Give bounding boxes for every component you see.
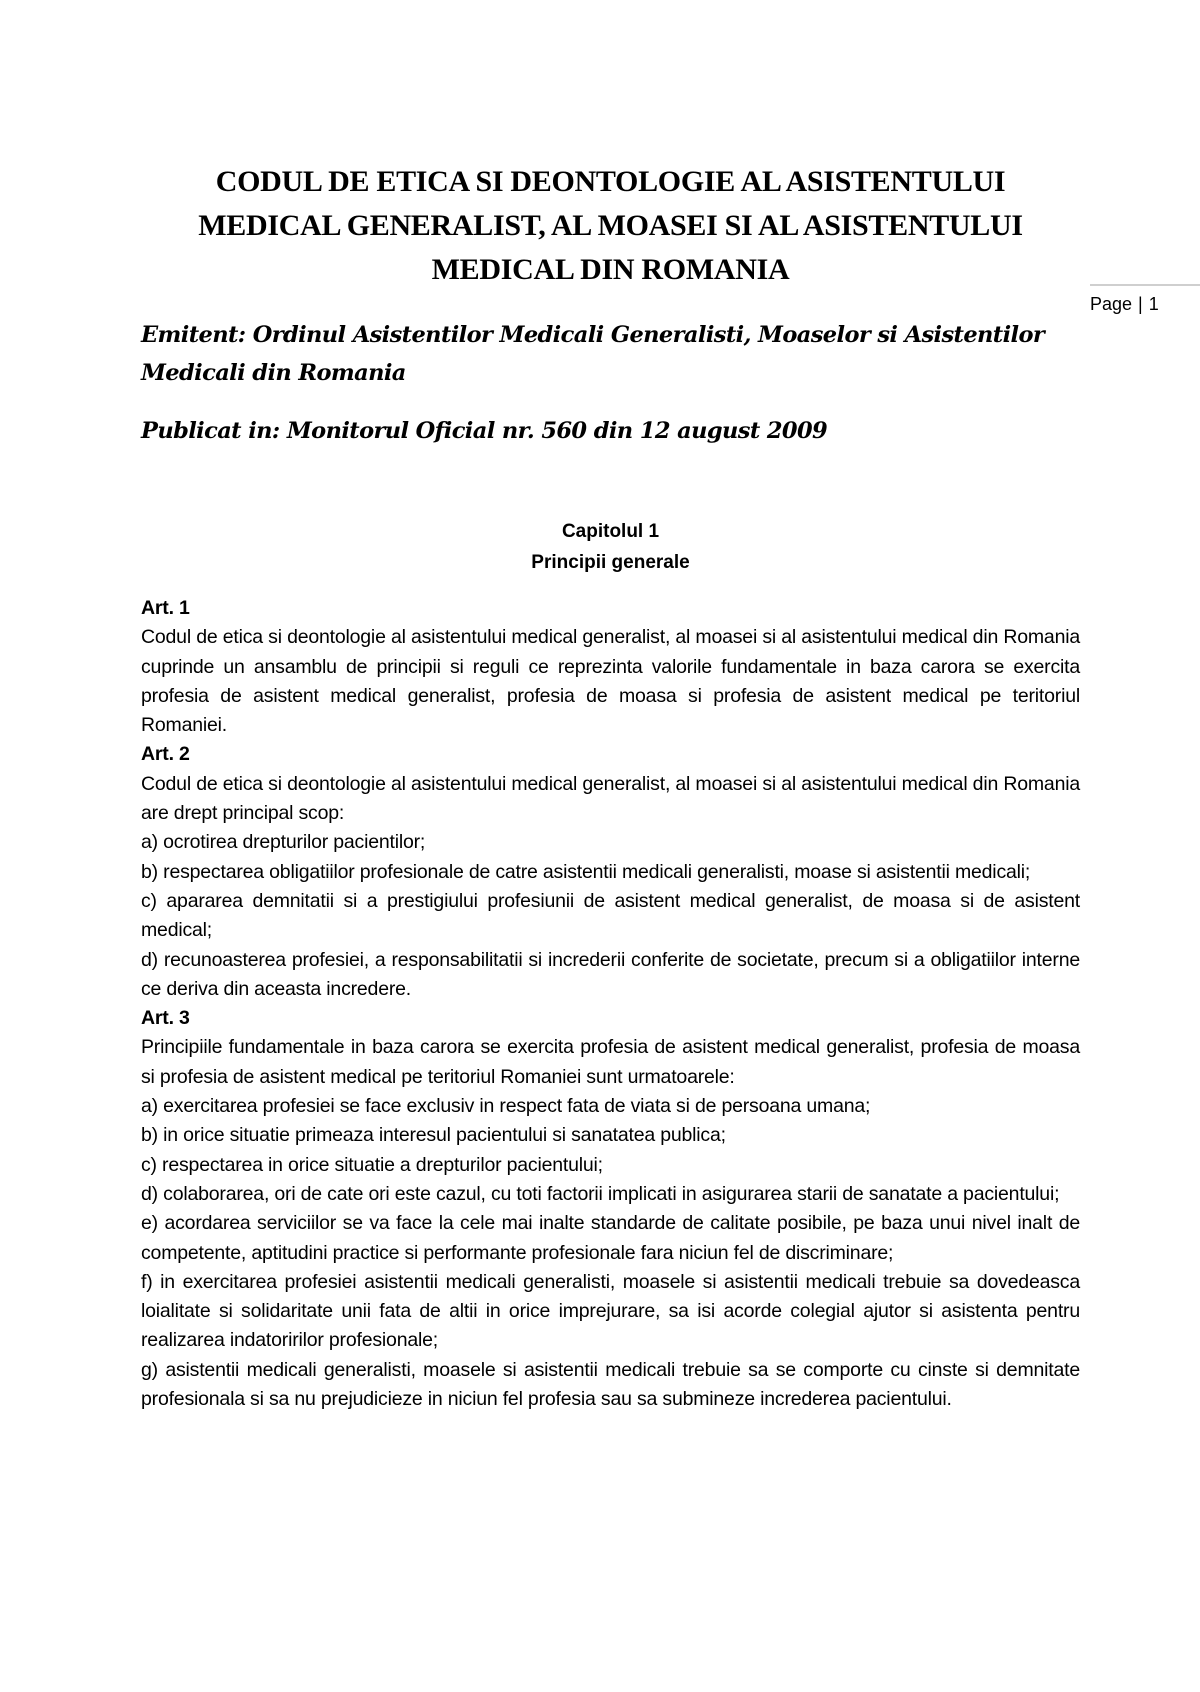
article-paragraph: Principiile fundamentale in baza carora se exercita profesia de asistent medical generalist, profesia de moasa si profesia de asistent medical pe teritoriul Romaniei sunt urmatoarele: bbox=[141, 1036, 1080, 1088]
article-paragraph: b) in orice situatie primeaza interesul pacientului si sanatatea publica; bbox=[141, 1124, 726, 1147]
article-paragraph: e) acordarea serviciilor se va face la cele mai inalte standarde de calitate posibile, pe baza unui nivel inalt de competente, aptitudini practice si performante profesionale fara niciun fel de discriminare; bbox=[141, 1212, 1080, 1264]
article-paragraph: Codul de etica si deontologie al asistentului medical generalist, al moasei si al asistentului medical din Romania cuprinde un ansamblu de principii si reguli ce reprezinta valorile fundamentale in baza carora se exercita profesia de asistent medical generalist, profesia de moasa si profesia de asistent medical pe teritoriul Romaniei. bbox=[141, 626, 1080, 737]
article-paragraph: d) recunoasterea profesiei, a responsabilitatii si increderii conferite de societate, precum si a obligatiilor interne ce deriva din aceasta incredere. bbox=[141, 948, 1080, 1000]
page-label: Page bbox=[1090, 294, 1133, 314]
article-3 bbox=[141, 1004, 1080, 1414]
article-heading: Art. 1 bbox=[141, 597, 190, 619]
article-2 bbox=[141, 740, 1080, 1004]
chapter-name: Principii generale bbox=[531, 552, 690, 573]
article-paragraph: Codul de etica si deontologie al asistentului medical generalist, al moasei si al asistentului medical din Romania are drept principal scop: bbox=[141, 772, 1080, 825]
page-number-value: 1 bbox=[1148, 294, 1159, 314]
article-paragraph: g) asistentii medicali generalisti, moasele si asistentii medicali trebuie sa se comporte cu cinste si demnitate profesionala si sa nu prejudicieze in niciun fel profesia sau sa submineze increderea pacientului. bbox=[141, 1358, 1080, 1411]
article-paragraph: f) in exercitarea profesiei asistentii medicali generalisti, moasele si asistentii medicali trebuie sa dovedeasca loialitate si solidaritate unii fata de altii in orice imprejurare, sa isi acorde colegial ajutor si asistenta pentru realizarea indatoririlor profesionale; bbox=[141, 1270, 1080, 1352]
article-1 bbox=[141, 594, 1080, 740]
article-paragraph: a) ocrotirea drepturilor pacientilor; bbox=[141, 831, 426, 854]
article-paragraph: c) apararea demnitatii si a prestigiului profesiunii de asistent medical generalist, de moasa si de asistent medical; bbox=[141, 889, 1080, 942]
publicat-line: Publicat in: Monitorul Oficial nr. 560 din 12 august 2009 bbox=[141, 418, 828, 444]
emitent-line: Emitent: Ordinul Asistentilor Medicali Generalisti, Moaselor si Asistentilor Medicali din Romania bbox=[141, 322, 1045, 386]
article-heading: Art. 3 bbox=[141, 1007, 190, 1030]
page-number bbox=[1090, 284, 1200, 315]
articles-list bbox=[141, 594, 1080, 1414]
article-paragraph: b) respectarea obligatiilor profesionale de catre asistentii medicali generalisti, moase si asistentii medicali; bbox=[141, 860, 1031, 883]
document-body bbox=[141, 160, 1080, 1414]
article-paragraph: d) colaborarea, ori de cate ori este cazul, cu toti factorii implicati in asigurarea starii de sanatate a pacientului; bbox=[141, 1182, 1060, 1205]
chapter-heading bbox=[141, 516, 1080, 578]
article-paragraph: a) exercitarea profesiei se face exclusiv in respect fata de viata si de persoana umana; bbox=[141, 1095, 871, 1118]
article-paragraph: c) respectarea in orice situatie a drepturilor pacientului; bbox=[141, 1153, 603, 1176]
chapter-number: Capitolul 1 bbox=[561, 521, 660, 542]
document-title: CODUL DE ETICA SI DEONTOLOGIE AL ASISTENTULUI MEDICAL GENERALIST, AL MOASEI SI AL ASISTENTULUI MEDICAL DIN ROMANIA bbox=[198, 165, 1023, 286]
article-heading: Art. 2 bbox=[141, 743, 190, 766]
page-separator: | bbox=[1138, 294, 1143, 314]
